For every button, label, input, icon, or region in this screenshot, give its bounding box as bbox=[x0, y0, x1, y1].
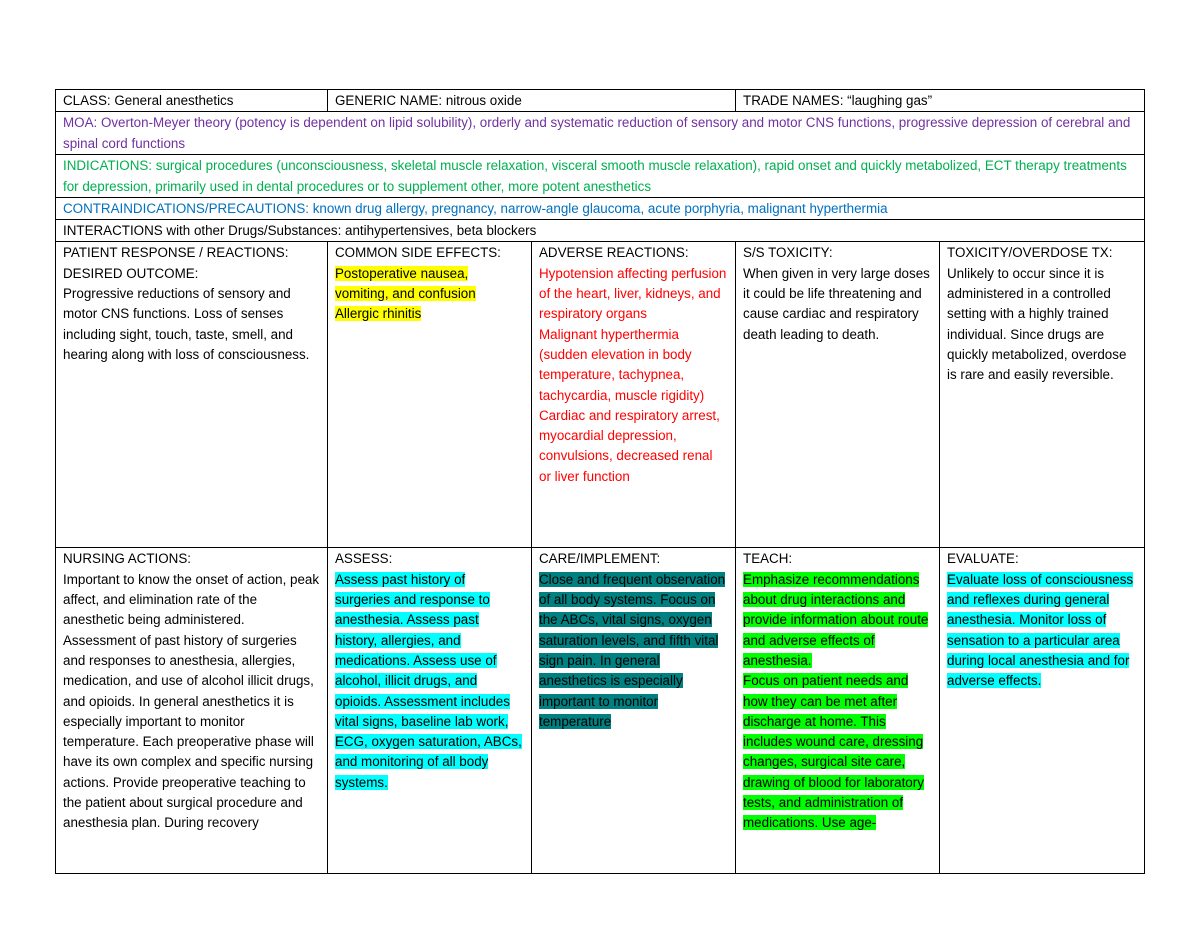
teach-cell bbox=[736, 548, 940, 874]
nursing-row bbox=[56, 548, 1145, 874]
adverse-reaction-item: Hypotension affecting perfusion of the heart, liver, kidneys, and respiratory organs bbox=[539, 265, 727, 322]
assess-cell bbox=[328, 548, 532, 874]
contraindications-cell: CONTRAINDICATIONS/PRECAUTIONS: known drug allergy, pregnancy, narrow-angle glaucoma, acute porphyria, malignant hyperthermia bbox=[56, 197, 1145, 219]
side-effect-item: Allergic rhinitis bbox=[335, 306, 422, 322]
interactions-cell: INTERACTIONS with other Drugs/Substances: antihypertensives, beta blockers bbox=[56, 220, 1145, 242]
adverse-reaction-item: Malignant hyperthermia (sudden elevation in body temperature, tachypnea, tachycardia, muscle rigidity) bbox=[539, 326, 705, 403]
care-implement-heading: CARE/IMPLEMENT: bbox=[539, 551, 661, 567]
interactions-row bbox=[56, 220, 1145, 242]
drug-card-table bbox=[55, 89, 1145, 874]
overdose-cell bbox=[940, 242, 1145, 548]
toxicity-heading: S/S TOXICITY: bbox=[743, 245, 833, 261]
teach-text-continued: Focus on patient needs and how they can be met after discharge at home. This includes wound care, dressing changes, surgical site care, drawing of blood for laboratory tests, and administration of medications. Use age- bbox=[743, 673, 924, 831]
care-implement-text: Close and frequent observation of all body systems. Focus on the ABCs, vital signs, oxygen saturation levels, and fifth vital sign pain. In general anesthetics is especially important to monitor temperature bbox=[539, 571, 726, 729]
teach-heading: TEACH: bbox=[743, 551, 793, 567]
contraindications-row bbox=[56, 197, 1145, 219]
indications-cell: INDICATIONS: surgical procedures (unconsciousness, skeletal muscle relaxation, visceral smooth muscle relaxation), rapid onset and quickly metabolized, ECT therapy treatments for depression, primarily used in dental procedures or to supplement other, more potent anesthetics bbox=[56, 155, 1145, 198]
moa-row bbox=[56, 112, 1145, 155]
care-implement-cell bbox=[532, 548, 736, 874]
generic-name-cell: GENERIC NAME: nitrous oxide bbox=[328, 90, 736, 112]
nursing-actions-text: Important to know the onset of action, peak affect, and elimination rate of the anesthetic being administered. Assessment of past history of surgeries and responses to anesthesia, allergies, medication, and use of alcohol illicit drugs, and opioids. In general anesthetics it is especially important to monitor temperature. Each preoperative phase will have its own complex and specific nursing actions. Provide preoperative teaching to the patient about surgical procedure and anesthesia plan. During recovery bbox=[63, 571, 320, 831]
drug-card-sheet bbox=[55, 89, 1144, 874]
desired-outcome-heading: DESIRED OUTCOME: bbox=[63, 265, 199, 281]
nursing-actions-heading: NURSING ACTIONS: bbox=[63, 551, 191, 567]
overdose-text: Unlikely to occur since it is administered in a controlled setting with a highly trained individual. Since drugs are quickly metabolized, overdose is rare and easily reversible. bbox=[947, 265, 1127, 383]
moa-cell: MOA: Overton-Meyer theory (potency is dependent on lipid solubility), orderly and systematic reduction of sensory and motor CNS functions, progressive depression of cerebral and spinal cord functions bbox=[56, 112, 1145, 155]
assess-heading: ASSESS: bbox=[335, 551, 393, 567]
evaluate-text: Evaluate loss of consciousness and reflexes during general anesthesia. Monitor loss of sensation to a particular area during local anesthesia and for adverse effects. bbox=[947, 571, 1134, 689]
nursing-actions-cell bbox=[56, 548, 328, 874]
side-effects-cell bbox=[328, 242, 532, 548]
patient-response-cell bbox=[56, 242, 328, 548]
teach-text: Emphasize recommendations about drug interactions and provide information about route and adverse effects of anesthesia. bbox=[743, 571, 929, 668]
class-cell: CLASS: General anesthetics bbox=[56, 90, 328, 112]
patient-response-text: Progressive reductions of sensory and motor CNS functions. Loss of senses including sight, touch, taste, smell, and hearing along with loss of consciousness. bbox=[63, 286, 310, 362]
indications-row bbox=[56, 155, 1145, 198]
adverse-reactions-cell bbox=[532, 242, 736, 548]
side-effects-heading: COMMON SIDE EFFECTS: bbox=[335, 245, 501, 261]
toxicity-text: When given in very large doses it could be life threatening and cause cardiac and respiratory death leading to death. bbox=[743, 265, 930, 342]
adverse-reaction-item: Cardiac and respiratory arrest, myocardial depression, convulsions, decreased renal or liver function bbox=[539, 407, 720, 484]
header-row bbox=[56, 90, 1145, 112]
assess-text: Assess past history of surgeries and response to anesthesia. Assess past history, allergies, and medications. Assess use of alcohol, illicit drugs, and opioids. Assessment includes vital signs, baseline lab work, ECG, oxygen saturation, ABCs, and monitoring of all body systems. bbox=[335, 571, 522, 790]
reactions-row bbox=[56, 242, 1145, 548]
toxicity-cell bbox=[736, 242, 940, 548]
side-effect-item: Postoperative nausea, vomiting, and confusion bbox=[335, 265, 476, 302]
overdose-heading: TOXICITY/OVERDOSE TX: bbox=[947, 245, 1113, 261]
evaluate-heading: EVALUATE: bbox=[947, 551, 1019, 567]
patient-response-heading: PATIENT RESPONSE / REACTIONS: bbox=[63, 245, 289, 261]
evaluate-cell bbox=[940, 548, 1145, 874]
trade-names-cell: TRADE NAMES: “laughing gas” bbox=[736, 90, 1145, 112]
adverse-reactions-heading: ADVERSE REACTIONS: bbox=[539, 245, 689, 261]
